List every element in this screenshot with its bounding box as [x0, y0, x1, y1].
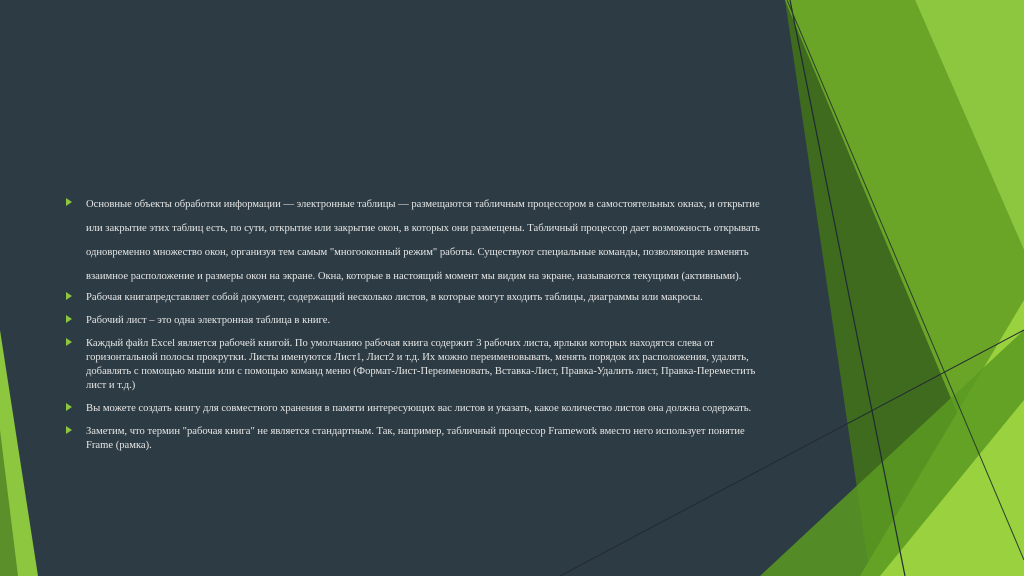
- bullet-item: [66, 314, 766, 328]
- bullet-text: Заметим, что термин "рабочая книга" не является стандартным. Так, например, табличный процессор Framework вместо него использует понятие Frame (рамка).: [86, 426, 745, 451]
- bullet-item: [66, 291, 766, 305]
- bullet-text: Основные объекты обработки информации — электронные таблицы — размещаются табличным процессором в самостоятельных окнах, и открытие или закрытие этих таблиц есть, по сути, открытие или закрытие окон, в которых они размещены. Табличный процессор дает возможность открывать одновременно множество окон, организуя тем самым "многооконный режим" работы. Существуют специальные команды, позволяющие изменять взаимное расположение и размеры окон на экране. Окна, которые в настоящий момент мы видим на экране, называются текущими (активными).: [86, 199, 760, 282]
- bullet-item: [66, 193, 766, 289]
- bullet-arrow-icon: [66, 338, 72, 346]
- bullet-arrow-icon: [66, 403, 72, 411]
- bullet-list: [66, 193, 766, 462]
- bullet-text: Вы можете создать книгу для совместного хранения в памяти интересующих вас листов и указать, какое количество листов она должна содержать.: [86, 403, 752, 414]
- bullet-item: [66, 337, 766, 393]
- bullet-text: Каждый файл Excel является рабочей книгой. По умолчанию рабочая книга содержит 3 рабочих листа, ярлыки которых находятся слева от горизонтальной полосы прокрутки. Листы именуются Лист1, Лист2 и т.д. Их можно переименовывать, менять порядок их расположения, удалять, добавлять с помощью мыши или с помощью команд меню (Формат-Лист-Переименовать, Вставка-Лист, Правка-Удалить лист, Правка-Переместить лист и т.д.): [86, 338, 756, 391]
- bullet-arrow-icon: [66, 315, 72, 323]
- bullet-arrow-icon: [66, 426, 72, 434]
- bullet-arrow-icon: [66, 292, 72, 300]
- bullet-arrow-icon: [66, 198, 72, 206]
- bullet-item: [66, 425, 766, 453]
- bullet-text: Рабочая книгапредставляет собой документ, содержащий несколько листов, в которые могут входить таблицы, диаграммы или макросы.: [86, 292, 703, 303]
- bullet-item: [66, 402, 766, 416]
- bullet-text: Рабочий лист – это одна электронная таблица в книге.: [86, 315, 331, 326]
